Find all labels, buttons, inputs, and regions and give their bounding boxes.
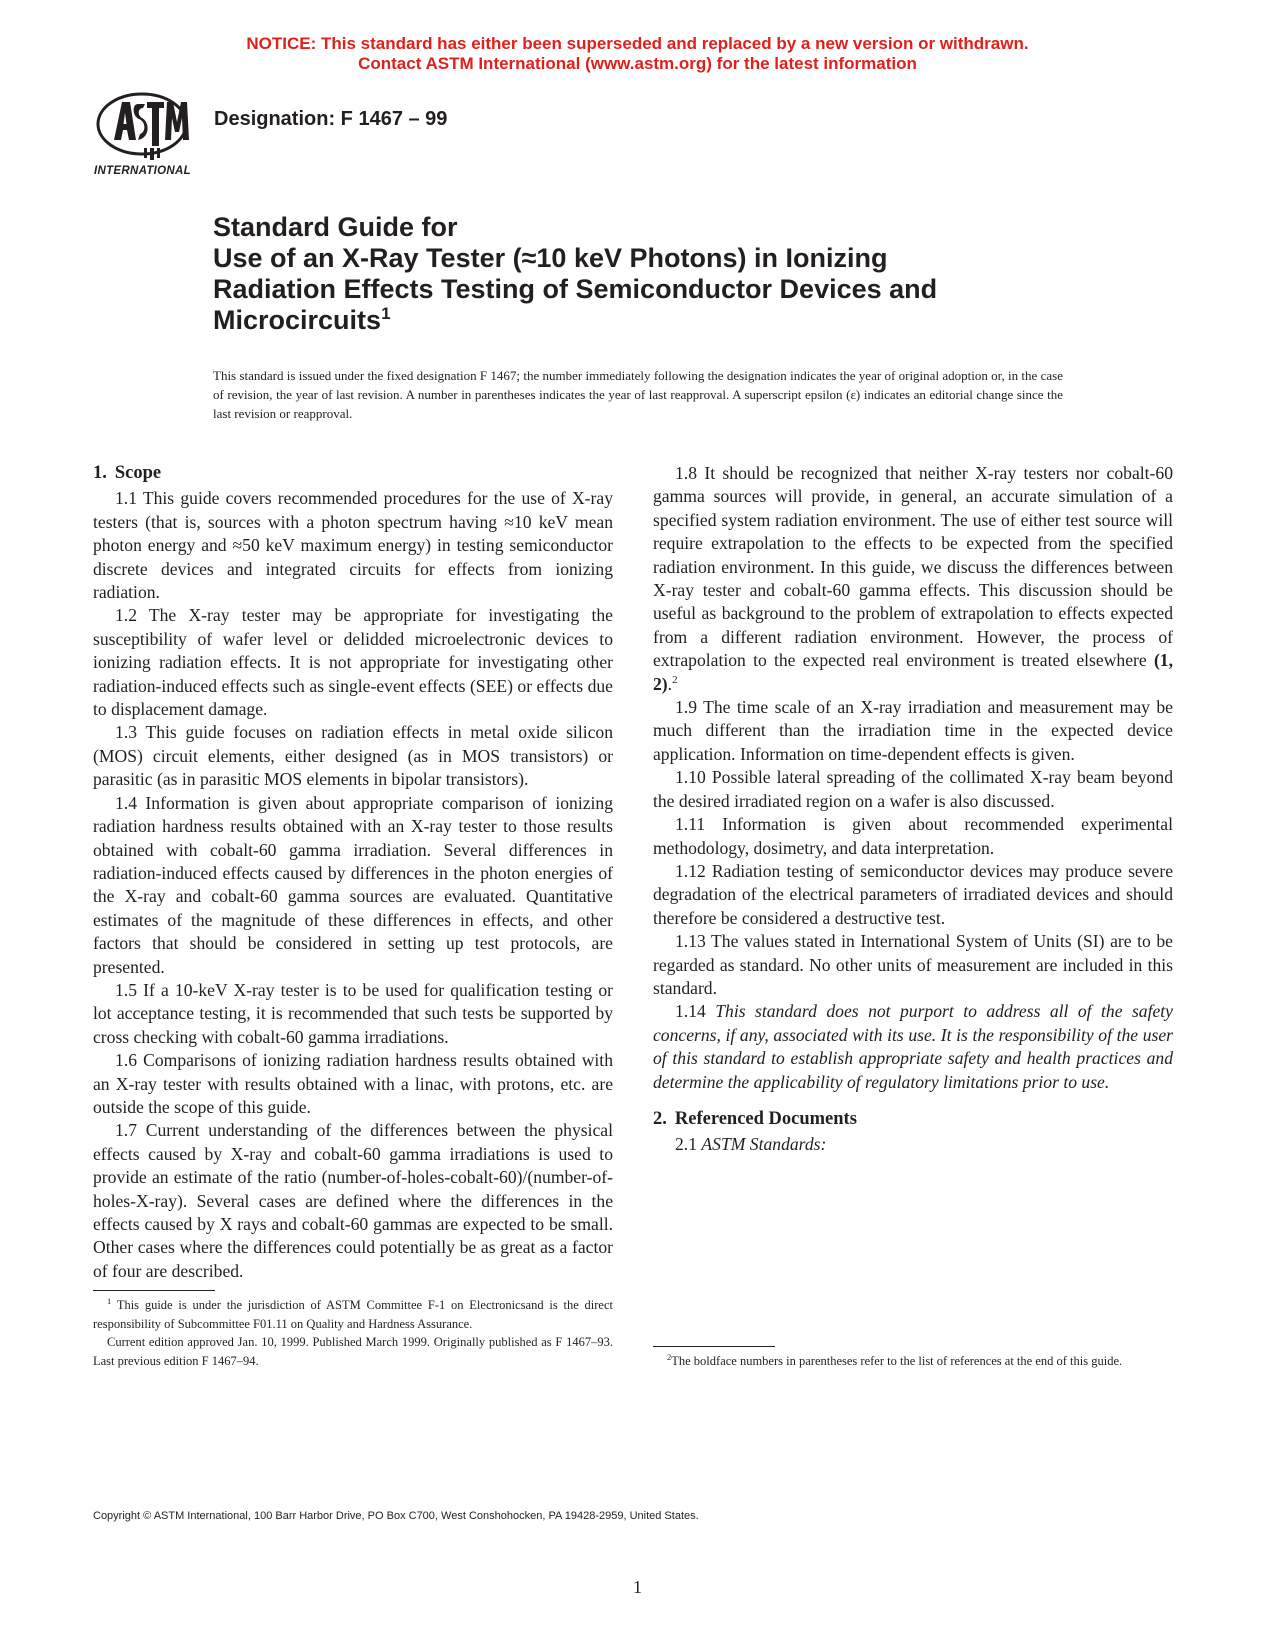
title-line-4 (213, 305, 1053, 336)
paragraph-2-1-number: 2.1 (675, 1134, 697, 1155)
notice-line-2: Contact ASTM International (www.astm.org) for the latest information (358, 54, 917, 73)
paragraph-2-1 (653, 1133, 1173, 1156)
paragraph-1-9: 1.9 The time scale of an X-ray irradiation and measurement may be much different than the irradiation time in the expected device application. Information on time-dependent effects is given. (653, 697, 1173, 764)
astm-logo-icon (92, 88, 200, 184)
paragraph-1-10: 1.10 Possible lateral spreading of the collimated X-ray beam beyond the desired irradiated region on a wafer is also discussed. (653, 767, 1173, 811)
paragraph-1-14-number: 1.14 (675, 1001, 706, 1022)
paragraph-1-4: 1.4 Information is given about appropriate comparison of ionizing radiation hardness results obtained with an X-ray tester to those results obtained with cobalt-60 gamma irradiation. Several differences in radiation-induced effects caused by differences in the photon energies of the X-ray and cobalt-60 gamma sources are evaluated. Quantitative estimates of the magnitude of these differences in effects, and other factors that should be considered in setting up test protocols, are presented. (93, 792, 613, 977)
section-2-number: 2. (653, 1108, 667, 1129)
footnote-2-ref: 2 (672, 673, 678, 686)
paragraph-1-2: 1.2 The X-ray tester may be appropriate for investigating the susceptibility of wafer level or delidded microelectronic devices to ionizing radiation effects. It is not appropriate for investigating other radiation-induced effects such as single-event effects (SEE) or effects due to displacement damage. (93, 605, 613, 720)
footnote-1 (93, 1296, 613, 1370)
paragraph-1-8-text: 1.8 It should be recognized that neither X-ray testers nor cobalt-60 gamma sources will provide, in general, an accurate simulation of a specified system radiation environment. The use of either test source will require extrapolation to the effects to be expected from the specified radiation environment. In this guide, we discuss the differences between X-ray tester and cobalt-60 gamma effects. This discussion should be useful as background to the problem of extrapolation to effects expected from a different radiation environment. However, the process of extrapolation to the expected real environment is treated elsewhere (653, 463, 1173, 671)
paragraph-1-3: 1.3 This guide focuses on radiation effects in metal oxide silicon (MOS) circuit elements, either designed (as in MOS transistors) or parasitic (as in parasitic MOS elements in bipolar transistors). (93, 722, 613, 790)
paragraph-1-6: 1.6 Comparisons of ionizing radiation hardness results obtained with an X-ray tester with results obtained with a linac, with protons, etc. are outside the scope of this guide. (93, 1050, 613, 1117)
paragraph-1-7: 1.7 Current understanding of the differences between the physical effects caused by X-ray and cobalt-60 gamma irradiations is used to provide an estimate of the ratio (number-of-holes-cobalt-60)/(number-of-holes-X-ray). Several cases are defined where the differences in the effects caused by X rays and cobalt-60 gammas are expected to be small. Other cases where the differences could potentially be as great as a factor of four are described. (93, 1120, 613, 1281)
reference-citation: (1, 2) (653, 650, 1173, 694)
section-2-heading (653, 1108, 1173, 1131)
footnote-1-a-text: This guide is under the jurisdiction of ASTM Committee F-1 on Electronicsand is the direct responsibility of Subcommittee F01.11 on Quality and Hardness Assurance. (93, 1298, 613, 1331)
footnote-1-b: Current edition approved Jan. 10, 1999. Published March 1999. Originally published as F 1467–93. Last previous edition F 1467–94. (93, 1335, 613, 1368)
section-1-title: Scope (114, 463, 162, 483)
footnote-2 (653, 1352, 1173, 1371)
paragraph-1-11: 1.11 Information is given about recommended experimental methodology, dosimetry, and data interpretation. (653, 814, 1173, 858)
footnote-rule-left (93, 1290, 215, 1291)
footnote-1-mark: 1 (107, 1295, 112, 1306)
footnote-rule-right (653, 1346, 775, 1347)
page-number: 1 (633, 1577, 642, 1597)
section-1-heading (93, 462, 613, 485)
notice-line-1: NOTICE: This standard has either been superseded and replaced by a new version or withdrawn. (246, 34, 1029, 53)
footnote-2-text-row (653, 1352, 1173, 1371)
footnote-1-a (93, 1296, 613, 1333)
paragraph-1-12: 1.12 Radiation testing of semiconductor devices may produce severe degradation of the electrical parameters of irradiated devices and should therefore be considered a destructive test. (653, 860, 1173, 928)
paragraph-1-1: 1.1 This guide covers recommended procedures for the use of X-ray testers (that is, sources with a photon spectrum having ≈10 keV mean photon energy and ≈50 keV maximum energy) in testing semiconductor discrete devices and integrated circuits for effects from ionizing radiation. (93, 488, 613, 603)
document-title (213, 212, 1053, 336)
paragraph-1-8 (653, 462, 1173, 696)
paragraph-1-13: 1.13 The values stated in International System of Units (SI) are to be regarded as standard. No other units of measurement are included in this standard. (653, 931, 1173, 998)
paragraph-2-1-text: ASTM Standards: (701, 1134, 827, 1155)
paragraph-1-14 (653, 1000, 1173, 1094)
paragraph-1-8-period: . (667, 673, 673, 694)
footnote-2-mark: 2 (667, 1351, 672, 1362)
section-1-number: 1. (93, 463, 107, 483)
left-column (93, 462, 613, 1283)
paragraph-1-5: 1.5 If a 10-keV X-ray tester is to be used for qualification testing or lot acceptance testing, it is recommended that such tests be supported by cross checking with cobalt-60 gamma irradiations. (93, 979, 613, 1047)
paragraph-1-14-text: This standard does not purport to address all of the safety concerns, if any, associated with its use. It is the responsibility of the user of this standard to establish appropriate safety and health practices and determine the applicability of regulatory limitations prior to use. (653, 1001, 1173, 1092)
title-footnote-mark: 1 (381, 304, 391, 323)
issued-note: This standard is issued under the fixed designation F 1467; the number immediately following the designation indicates the year of original adoption or, in the case of revision, the year of last revision. A number in parentheses indicates the year of last reapproval. A superscript epsilon (ε) indicates an editorial change since the last revision or reapproval. (213, 368, 1063, 421)
right-column (653, 462, 1173, 1157)
designation: Designation: F 1467 – 99 (214, 108, 448, 130)
section-2-title: Referenced Documents (674, 1108, 857, 1129)
title-line-4-text: Microcircuits (213, 305, 382, 335)
copyright-line: Copyright © ASTM International, 100 Barr Harbor Drive, PO Box C700, West Conshohocken, PA 19428-2959, United States. (93, 1510, 699, 1522)
withdrawal-notice (0, 34, 1275, 74)
title-line-2: Use of an X-Ray Tester (≈10 keV Photons) in Ionizing (213, 243, 888, 273)
title-line-1: Standard Guide for (213, 212, 458, 242)
svg-text:INTERNATIONAL: INTERNATIONAL (94, 165, 191, 177)
title-line-3: Radiation Effects Testing of Semiconductor Devices and (213, 274, 938, 304)
footnote-2-text: The boldface numbers in parentheses refer to the list of references at the end of this guide. (671, 1354, 1123, 1368)
astm-logo (92, 88, 200, 184)
